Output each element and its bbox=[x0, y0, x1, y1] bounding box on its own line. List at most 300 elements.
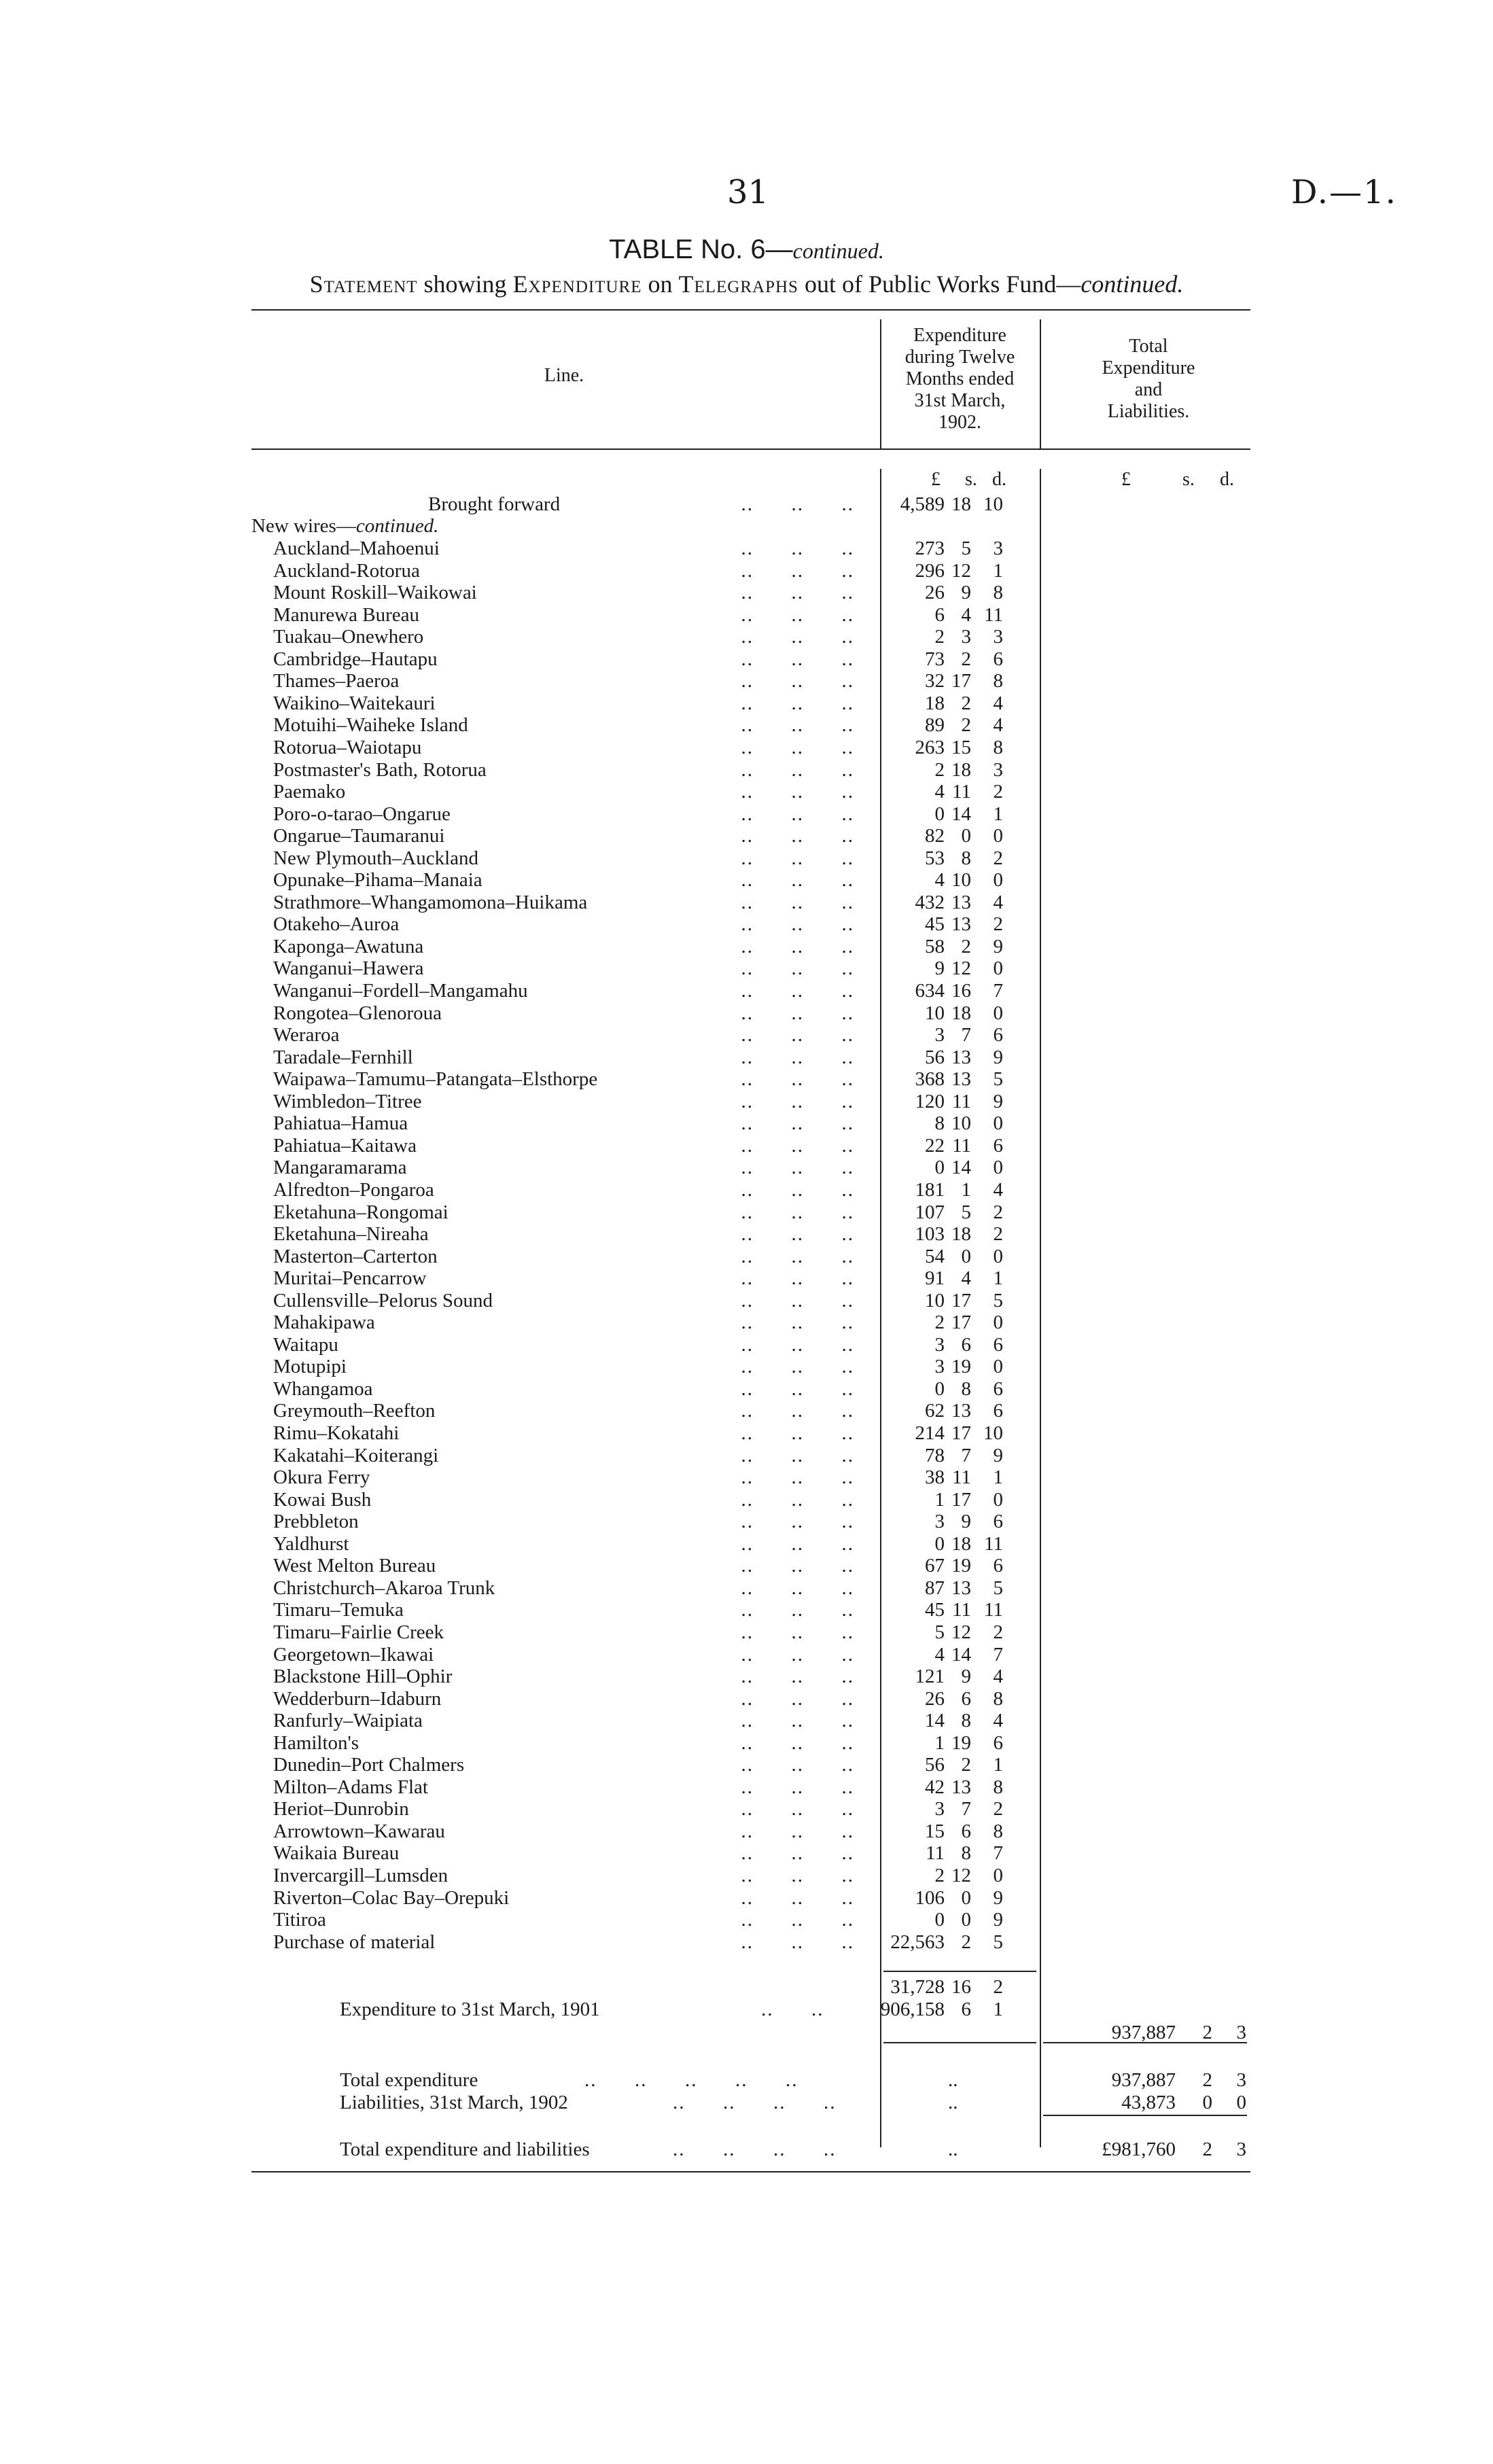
table-row bbox=[0, 1533, 1493, 1555]
brought-forward-row bbox=[0, 493, 1493, 516]
row-line-name: Auckland–Mahoenui bbox=[273, 538, 440, 559]
value-pence: 6 bbox=[993, 1377, 1003, 1400]
leader-dots: .. .. .. bbox=[741, 1024, 854, 1046]
leader-dots: .. .. .. bbox=[741, 1157, 854, 1179]
table-row bbox=[0, 980, 1493, 1002]
leader-dots: .. .. .. bbox=[741, 1312, 854, 1334]
value-pounds: 2 bbox=[934, 758, 945, 781]
value-pounds: 26 bbox=[925, 1687, 945, 1710]
value-shillings: 5 bbox=[961, 1201, 971, 1223]
value-pence: 6 bbox=[993, 1024, 1003, 1046]
column-header-expenditure bbox=[883, 325, 1036, 434]
row-line-name: Thames–Paeroa bbox=[273, 670, 400, 692]
value-pounds: 263 bbox=[915, 736, 945, 758]
table-title-continued: continued. bbox=[792, 239, 884, 263]
value-pounds: 9 bbox=[934, 957, 945, 980]
rule bbox=[883, 2042, 1036, 2043]
table-row bbox=[0, 1865, 1493, 1887]
value-shillings: 7 bbox=[961, 1444, 971, 1466]
value-shillings: 15 bbox=[951, 736, 971, 758]
value-pounds: 0 bbox=[934, 803, 945, 825]
table-row bbox=[0, 1135, 1493, 1157]
leader-dots: .. .. .. bbox=[741, 538, 854, 559]
value-pounds: 56 bbox=[925, 1046, 945, 1068]
value-shillings: 18 bbox=[951, 493, 971, 515]
row-line-name: Waikino–Waitekauri bbox=[273, 692, 436, 714]
total-exp-liab-shillings: 2 bbox=[1202, 2139, 1212, 2160]
value-pence: 7 bbox=[993, 1643, 1003, 1666]
row-line-name: Kakatahi–Koiterangi bbox=[273, 1444, 439, 1466]
value-pounds: 54 bbox=[925, 1245, 945, 1267]
table-row bbox=[0, 869, 1493, 892]
value-shillings: 0 bbox=[961, 1886, 971, 1909]
subtotal-shillings: 16 bbox=[951, 1976, 971, 1998]
value-shillings: 17 bbox=[951, 1312, 971, 1334]
value-pounds: 2 bbox=[934, 1865, 945, 1886]
leader-dots: .. .. .. bbox=[741, 1223, 854, 1246]
leader-dots: .. .. .. bbox=[741, 1555, 854, 1577]
header-text: Liabilities. bbox=[1107, 401, 1190, 422]
table-row bbox=[0, 1422, 1493, 1445]
empty-cell-dots: .. bbox=[948, 2069, 958, 2091]
value-pence: 5 bbox=[993, 1931, 1003, 1953]
row-line-name: New Plymouth–Auckland bbox=[273, 847, 479, 869]
table-row bbox=[0, 1776, 1493, 1799]
value-shillings: 13 bbox=[951, 913, 971, 936]
table-row bbox=[0, 1931, 1493, 1954]
leader-dots: .. .. .. bbox=[741, 1621, 854, 1643]
leader-dots: .. .. .. bbox=[741, 1090, 854, 1112]
table-row bbox=[0, 1688, 1493, 1710]
leader-dots: .. .. .. bbox=[741, 803, 854, 825]
subtitle-part: out of Public Works Fund— bbox=[798, 270, 1081, 298]
subtotal-pence: 2 bbox=[993, 1976, 1003, 1998]
value-pounds: 15 bbox=[925, 1820, 945, 1842]
leader-dots: .. .. .. bbox=[741, 1134, 854, 1157]
value-pence: 9 bbox=[993, 1090, 1003, 1112]
row-line-name: Milton–Adams Flat bbox=[273, 1776, 428, 1798]
table-title-text: TABLE No. 6— bbox=[609, 234, 793, 264]
table-row bbox=[0, 1068, 1493, 1091]
value-pounds: 89 bbox=[925, 714, 945, 737]
value-pence: 10 bbox=[983, 493, 1003, 515]
value-pence: 7 bbox=[993, 980, 1003, 1002]
leader-dots: .. .. .. bbox=[741, 582, 854, 604]
value-pence: 8 bbox=[993, 670, 1003, 692]
value-pence: 4 bbox=[993, 1666, 1003, 1688]
subtotal-pounds: 31,728 bbox=[890, 1976, 945, 1998]
value-pence: 1 bbox=[993, 1754, 1003, 1776]
value-shillings: 1 bbox=[961, 1178, 971, 1201]
leader-dots: .. .. .. .. .. bbox=[584, 2069, 798, 2091]
value-shillings: 0 bbox=[961, 825, 971, 847]
value-shillings: 11 bbox=[952, 1090, 971, 1112]
value-shillings: 13 bbox=[951, 1400, 971, 1422]
value-shillings: 13 bbox=[951, 1776, 971, 1798]
row-line-name: Cambridge–Hautapu bbox=[273, 648, 438, 670]
leader-dots: .. .. .. bbox=[741, 847, 854, 869]
row-line-name: Motuihi–Waiheke Island bbox=[273, 714, 468, 737]
value-pence: 4 bbox=[993, 692, 1003, 714]
value-pounds: 120 bbox=[915, 1090, 945, 1112]
value-shillings: 9 bbox=[961, 1511, 971, 1533]
value-pounds: 62 bbox=[925, 1400, 945, 1422]
table-row bbox=[0, 1511, 1493, 1533]
total-expenditure-pence: 3 bbox=[1236, 2069, 1246, 2091]
table-row bbox=[0, 1046, 1493, 1069]
subtitle-continued: continued. bbox=[1081, 270, 1184, 298]
leader-dots: .. .. .. bbox=[741, 1820, 854, 1842]
leader-dots: .. .. .. .. bbox=[673, 2139, 837, 2160]
leader-dots: .. .. .. bbox=[741, 957, 854, 980]
leader-dots: .. .. .. bbox=[741, 1754, 854, 1776]
value-pounds: 0 bbox=[934, 1157, 945, 1179]
leader-dots: .. .. .. bbox=[741, 1731, 854, 1754]
table-row bbox=[0, 1024, 1493, 1046]
table-row bbox=[0, 1445, 1493, 1467]
leader-dots: .. .. .. bbox=[741, 1377, 854, 1400]
table-subtitle bbox=[0, 270, 1493, 298]
table-row bbox=[0, 803, 1493, 826]
leader-dots: .. .. .. bbox=[741, 1201, 854, 1223]
value-pence: 5 bbox=[993, 1289, 1003, 1312]
value-pence: 8 bbox=[993, 582, 1003, 604]
empty-cell-dots: .. bbox=[948, 2139, 958, 2160]
subtotal-rule bbox=[883, 1971, 1036, 1972]
leader-dots: .. .. .. bbox=[741, 1112, 854, 1135]
header-text: Expenditure bbox=[913, 325, 1006, 346]
row-line-name: Eketahuna–Nireaha bbox=[273, 1223, 429, 1246]
leader-dots: .. .. bbox=[761, 1999, 824, 2020]
row-line-name: Wedderburn–Idaburn bbox=[273, 1687, 442, 1710]
section-label: New wires— bbox=[251, 515, 356, 537]
value-shillings: 11 bbox=[952, 1466, 971, 1489]
header-text: 31st March, bbox=[914, 390, 1006, 411]
value-pounds: 0 bbox=[934, 1377, 945, 1400]
value-pounds: 106 bbox=[915, 1886, 945, 1909]
value-shillings: 19 bbox=[951, 1555, 971, 1577]
table-row bbox=[0, 1599, 1493, 1621]
row-line-name: Paemako bbox=[273, 781, 346, 803]
row-line-name: Wanganui–Fordell–Mangamahu bbox=[273, 980, 528, 1002]
value-pounds: 181 bbox=[915, 1178, 945, 1201]
row-line-name: Weraroa bbox=[273, 1024, 340, 1046]
value-pence: 0 bbox=[993, 1112, 1003, 1135]
table-row bbox=[0, 1400, 1493, 1422]
value-pence: 1 bbox=[993, 803, 1003, 825]
value-shillings: 18 bbox=[951, 1532, 971, 1555]
column-divider bbox=[880, 319, 881, 448]
header-text: Months ended bbox=[905, 368, 1015, 389]
table-row bbox=[0, 1644, 1493, 1666]
value-pounds: 56 bbox=[925, 1754, 945, 1776]
value-shillings: 8 bbox=[961, 1710, 971, 1732]
table-row bbox=[0, 1555, 1493, 1577]
row-line-name: Christchurch–Akaroa Trunk bbox=[273, 1577, 495, 1599]
rule bbox=[1043, 2042, 1247, 2043]
value-pence: 0 bbox=[993, 825, 1003, 847]
row-line-name: Greymouth–Reefton bbox=[273, 1400, 436, 1422]
row-line-name: Wimbledon–Titree bbox=[273, 1090, 422, 1112]
value-shillings: 17 bbox=[951, 1289, 971, 1312]
value-pounds: 214 bbox=[915, 1422, 945, 1444]
value-pence: 4 bbox=[993, 1710, 1003, 1732]
row-label: Brought forward bbox=[428, 493, 561, 515]
total-exp-liab-pence: 3 bbox=[1236, 2139, 1246, 2160]
subtitle-part: Telegraphs bbox=[678, 270, 798, 298]
section-continued: continued. bbox=[355, 515, 439, 537]
leader-dots: .. .. .. bbox=[741, 1466, 854, 1489]
value-shillings: 8 bbox=[961, 847, 971, 869]
table-row bbox=[0, 1754, 1493, 1776]
value-pence: 10 bbox=[983, 1422, 1003, 1444]
table-row bbox=[0, 1732, 1493, 1755]
value-pence: 7 bbox=[993, 1842, 1003, 1865]
value-pence: 4 bbox=[993, 891, 1003, 913]
row-line-name: Prebbleton bbox=[273, 1511, 359, 1533]
rule bbox=[1043, 2115, 1247, 2116]
value-pounds: 1 bbox=[934, 1488, 945, 1511]
table-row bbox=[0, 1577, 1493, 1600]
leader-dots: .. .. .. bbox=[741, 1444, 854, 1466]
header-text: during Twelve bbox=[904, 347, 1015, 368]
column-divider bbox=[1040, 319, 1041, 448]
value-pence: 1 bbox=[993, 559, 1003, 582]
value-pounds: 368 bbox=[915, 1068, 945, 1091]
table-row bbox=[0, 538, 1493, 560]
value-pounds: 32 bbox=[925, 670, 945, 692]
table-row bbox=[0, 1223, 1493, 1246]
value-pence: 0 bbox=[993, 1488, 1003, 1511]
row-line-name: Okura Ferry bbox=[273, 1466, 370, 1489]
value-pounds: 4 bbox=[934, 869, 945, 892]
value-pounds: 38 bbox=[925, 1466, 945, 1489]
leader-dots: .. .. .. bbox=[741, 603, 854, 626]
value-shillings: 17 bbox=[951, 670, 971, 692]
leader-dots: .. .. .. bbox=[741, 626, 854, 648]
value-pence: 9 bbox=[993, 935, 1003, 957]
value-pounds: 2 bbox=[934, 1312, 945, 1334]
row-line-name: Pahiatua–Kaitawa bbox=[273, 1134, 417, 1157]
empty-cell-dots: .. bbox=[948, 2092, 958, 2113]
leader-dots: .. .. .. bbox=[741, 648, 854, 670]
table-row bbox=[0, 892, 1493, 914]
value-pence: 2 bbox=[993, 781, 1003, 803]
leader-dots: .. .. .. bbox=[741, 1488, 854, 1511]
value-pounds: 87 bbox=[925, 1577, 945, 1599]
expenditure-1901-pounds: 906,158 bbox=[880, 1999, 945, 2020]
table-row bbox=[0, 957, 1493, 980]
value-pounds: 3 bbox=[934, 1356, 945, 1378]
row-line-name: Auckland-Rotorua bbox=[273, 559, 420, 582]
row-line-name: Hamilton's bbox=[273, 1731, 359, 1754]
header-text: 1902. bbox=[938, 412, 981, 433]
total-expenditure-shillings: 2 bbox=[1202, 2069, 1212, 2091]
value-shillings: 8 bbox=[961, 1842, 971, 1865]
value-shillings: 13 bbox=[951, 1068, 971, 1091]
row-line-name: Kaponga–Awatuna bbox=[273, 935, 424, 957]
leader-dots: .. .. .. bbox=[741, 1886, 854, 1909]
value-pence: 3 bbox=[993, 626, 1003, 648]
row-line-name: Whangamoa bbox=[273, 1377, 373, 1400]
value-pounds: 5 bbox=[934, 1621, 945, 1643]
table-row bbox=[0, 1909, 1493, 1931]
table-row bbox=[0, 648, 1493, 671]
table-row bbox=[0, 1267, 1493, 1290]
leader-dots: .. .. .. bbox=[741, 714, 854, 737]
value-pounds: 8 bbox=[934, 1112, 945, 1135]
row-line-name: Alfredton–Pongaroa bbox=[273, 1178, 434, 1201]
value-pence: 8 bbox=[993, 1687, 1003, 1710]
value-pence: 9 bbox=[993, 1909, 1003, 1931]
value-shillings: 7 bbox=[961, 1798, 971, 1820]
value-pounds: 273 bbox=[915, 538, 945, 559]
leader-dots: .. .. .. bbox=[741, 825, 854, 847]
value-pence: 2 bbox=[993, 1621, 1003, 1643]
value-shillings: 16 bbox=[951, 980, 971, 1002]
value-pounds: 18 bbox=[925, 692, 945, 714]
table-row bbox=[0, 604, 1493, 627]
value-pence: 8 bbox=[993, 1820, 1003, 1842]
value-pence: 5 bbox=[993, 1577, 1003, 1599]
value-pence: 4 bbox=[993, 714, 1003, 737]
row-line-name: Rongotea–Glenoroua bbox=[273, 1002, 442, 1024]
table-row bbox=[0, 1246, 1493, 1268]
leader-dots: .. .. .. bbox=[741, 869, 854, 892]
value-pounds: 11 bbox=[926, 1842, 945, 1865]
row-line-name: Ranfurly–Waipiata bbox=[273, 1710, 423, 1732]
table-row bbox=[0, 1334, 1493, 1356]
value-pence: 2 bbox=[993, 1201, 1003, 1223]
leader-dots: .. .. .. bbox=[741, 1046, 854, 1068]
table-row bbox=[0, 759, 1493, 781]
table-row bbox=[0, 1157, 1493, 1179]
table-row bbox=[0, 1201, 1493, 1224]
value-pounds: 10 bbox=[925, 1289, 945, 1312]
table-row bbox=[0, 1666, 1493, 1688]
table-top-rule bbox=[251, 309, 1250, 311]
value-shillings: 18 bbox=[951, 1002, 971, 1024]
value-shillings: 9 bbox=[961, 582, 971, 604]
value-pounds: 121 bbox=[915, 1666, 945, 1688]
liabilities-label: Liabilities, 31st March, 1902 bbox=[340, 2092, 568, 2113]
leader-dots: .. .. .. bbox=[741, 1798, 854, 1820]
grand-expenditure-pounds: 937,887 bbox=[1111, 2022, 1176, 2043]
leader-dots: .. .. .. .. bbox=[673, 2092, 837, 2113]
value-pence: 0 bbox=[993, 869, 1003, 892]
value-pence: 0 bbox=[993, 1157, 1003, 1179]
value-shillings: 14 bbox=[951, 1157, 971, 1179]
value-pence: 11 bbox=[984, 603, 1003, 626]
value-shillings: 4 bbox=[961, 1267, 971, 1290]
value-shillings: 13 bbox=[951, 1046, 971, 1068]
leader-dots: .. .. .. bbox=[741, 1356, 854, 1378]
leader-dots: .. .. .. bbox=[741, 1511, 854, 1533]
value-pence: 0 bbox=[993, 1245, 1003, 1267]
value-shillings: 11 bbox=[952, 1134, 971, 1157]
leader-dots: .. .. .. bbox=[741, 1400, 854, 1422]
table-row bbox=[0, 714, 1493, 737]
row-line-name: Tuakau–Onewhero bbox=[273, 626, 424, 648]
leader-dots: .. .. .. bbox=[741, 1776, 854, 1798]
leader-dots: .. .. .. bbox=[741, 1842, 854, 1865]
value-shillings: 2 bbox=[961, 1931, 971, 1953]
leader-dots: .. .. .. bbox=[741, 980, 854, 1002]
table-row bbox=[0, 1378, 1493, 1401]
expenditure-1901-label: Expenditure to 31st March, 1901 bbox=[340, 1999, 600, 2020]
value-pounds: 22,563 bbox=[890, 1931, 945, 1953]
table-row bbox=[0, 1091, 1493, 1113]
leader-dots: .. .. .. bbox=[741, 1267, 854, 1290]
table-header-rule bbox=[251, 448, 1250, 450]
row-line-name: Georgetown–Ikawai bbox=[273, 1643, 434, 1666]
grand-expenditure-shillings: 2 bbox=[1202, 2022, 1212, 2043]
value-shillings: 19 bbox=[951, 1356, 971, 1378]
row-line-name: Rimu–Kokatahi bbox=[273, 1422, 400, 1444]
value-pence: 3 bbox=[993, 538, 1003, 559]
value-pence: 0 bbox=[993, 957, 1003, 980]
value-shillings: 4 bbox=[961, 603, 971, 626]
row-line-name: Titiroa bbox=[273, 1909, 326, 1931]
row-line-name: Masterton–Carterton bbox=[273, 1245, 438, 1267]
leader-dots: .. .. .. bbox=[741, 1687, 854, 1710]
value-shillings: 2 bbox=[961, 714, 971, 737]
section-heading bbox=[251, 515, 438, 538]
leader-dots: .. .. .. bbox=[741, 1909, 854, 1931]
leader-dots: .. .. .. bbox=[741, 1666, 854, 1688]
row-line-name: Blackstone Hill–Ophir bbox=[273, 1666, 453, 1688]
table-row bbox=[0, 1710, 1493, 1732]
row-line-name: Kowai Bush bbox=[273, 1488, 372, 1511]
value-pence: 9 bbox=[993, 1886, 1003, 1909]
value-pence: 11 bbox=[984, 1599, 1003, 1621]
row-line-name: Pahiatua–Hamua bbox=[273, 1112, 408, 1135]
value-pounds: 3 bbox=[934, 1333, 945, 1356]
value-pence: 2 bbox=[993, 1798, 1003, 1820]
liabilities-shillings: 0 bbox=[1202, 2092, 1212, 2113]
table-row bbox=[0, 1290, 1493, 1312]
row-line-name: Purchase of material bbox=[273, 1931, 436, 1953]
row-line-name: Mangaramarama bbox=[273, 1157, 407, 1179]
leader-dots: .. .. .. bbox=[741, 891, 854, 913]
value-pence: 2 bbox=[993, 913, 1003, 936]
value-pence: 6 bbox=[993, 1400, 1003, 1422]
leader-dots: .. .. .. bbox=[741, 1865, 854, 1886]
value-pounds: 296 bbox=[915, 559, 945, 582]
value-pounds: 58 bbox=[925, 935, 945, 957]
value-pounds: 0 bbox=[934, 1909, 945, 1931]
total-expenditure-pounds: 937,887 bbox=[1111, 2069, 1176, 2091]
row-line-name: Motupipi bbox=[273, 1356, 347, 1378]
row-line-name: Muritai–Pencarrow bbox=[273, 1267, 427, 1290]
leader-dots: .. .. .. bbox=[741, 493, 854, 515]
unit-shillings: s. bbox=[1182, 469, 1195, 490]
row-line-name: Strathmore–Whangamomona–Huikama bbox=[273, 891, 588, 913]
value-pounds: 78 bbox=[925, 1444, 945, 1466]
expenditure-1901-pence: 1 bbox=[993, 1999, 1003, 2020]
value-shillings: 18 bbox=[951, 1223, 971, 1246]
value-shillings: 6 bbox=[961, 1687, 971, 1710]
table-row bbox=[0, 913, 1493, 936]
row-line-name: Otakeho–Auroa bbox=[273, 913, 400, 936]
total-exp-liab-label: Total expenditure and liabilities bbox=[340, 2139, 590, 2160]
value-pounds: 82 bbox=[925, 825, 945, 847]
row-line-name: Ongarue–Taumaranui bbox=[273, 825, 445, 847]
leader-dots: .. .. .. bbox=[741, 1643, 854, 1666]
expenditure-1901-shillings: 6 bbox=[961, 1999, 971, 2020]
row-line-name: Mount Roskill–Waikowai bbox=[273, 582, 477, 604]
value-pence: 0 bbox=[993, 1002, 1003, 1024]
